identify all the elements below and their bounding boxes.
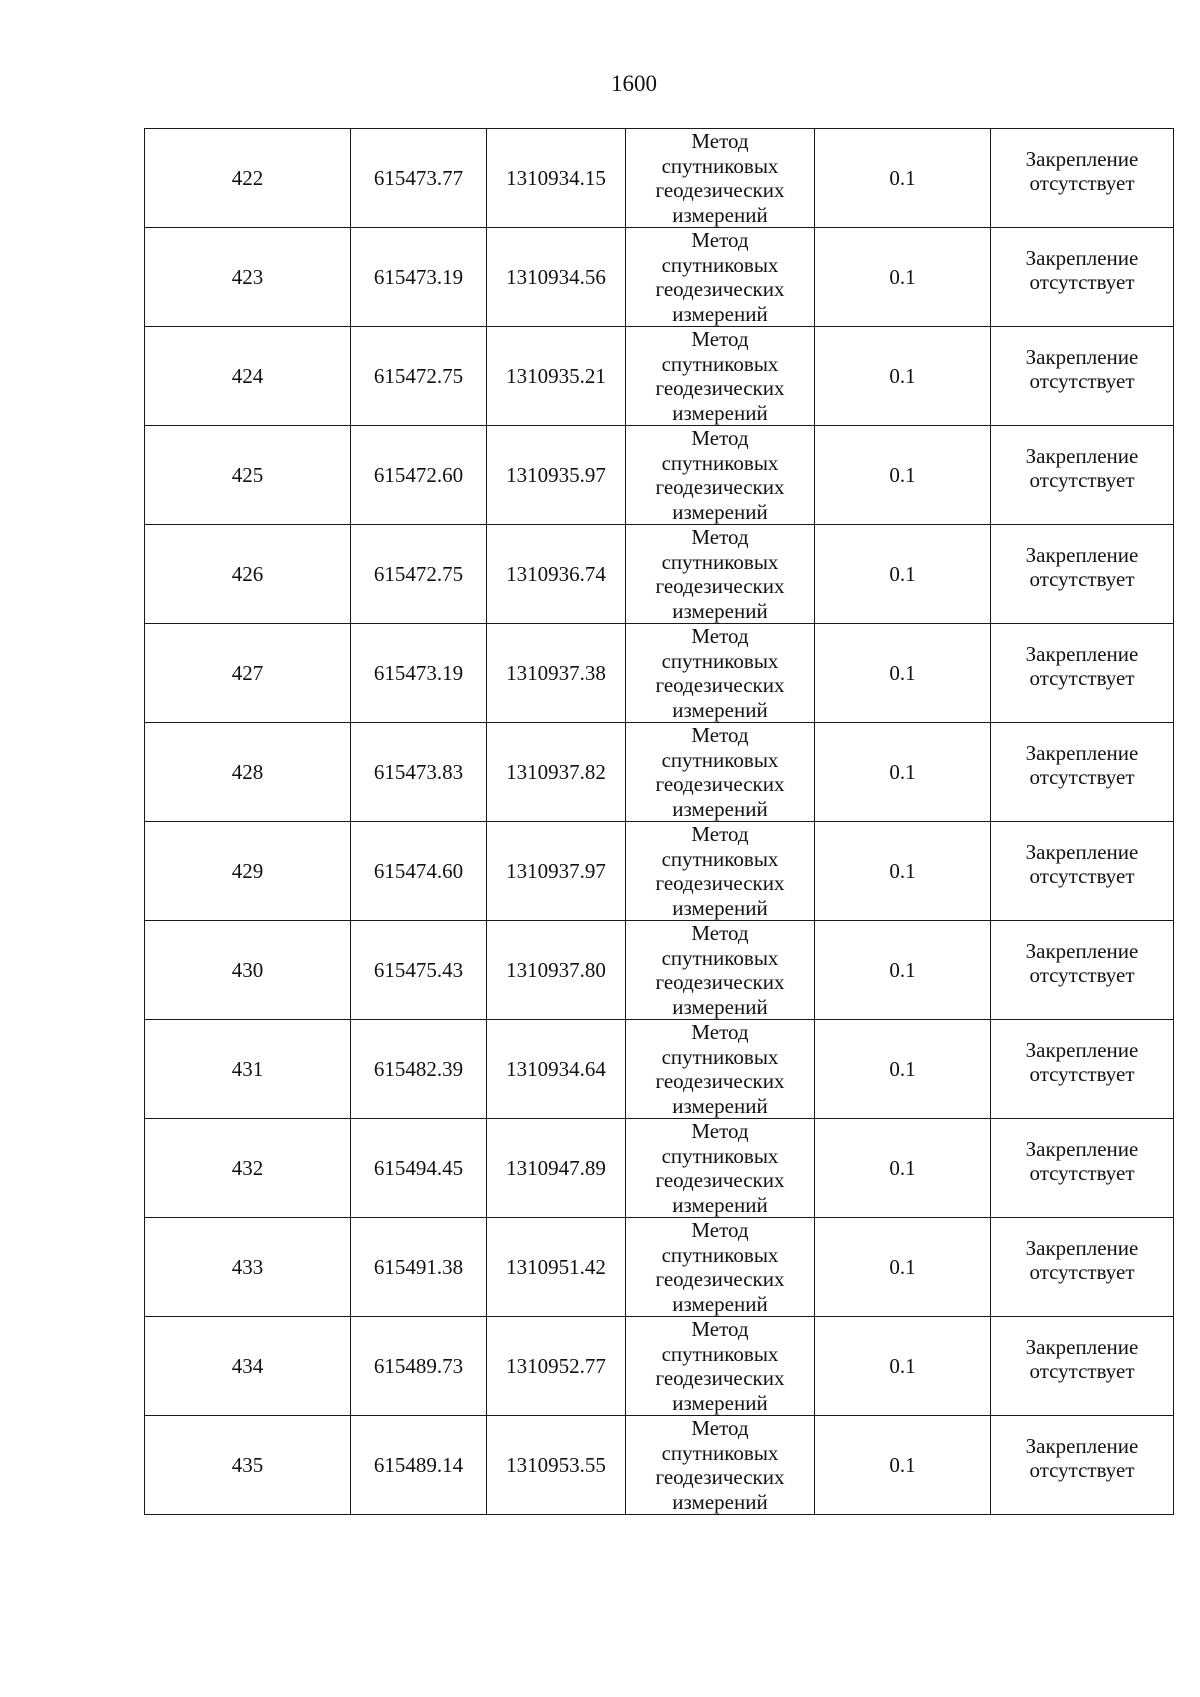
x-coordinate-cell: 615475.43	[351, 921, 487, 1020]
y-coordinate-cell: 1310934.56	[487, 228, 626, 327]
method-cell	[626, 624, 815, 723]
y-coordinate-cell: 1310937.82	[487, 723, 626, 822]
method-text-line: геодезических	[655, 1366, 785, 1390]
fixing-text-line: отсутствует	[1029, 1062, 1135, 1086]
y-coordinate-cell: 1310947.89	[487, 1119, 626, 1218]
point-number-cell: 433	[145, 1218, 351, 1317]
y-coordinate-cell: 1310937.80	[487, 921, 626, 1020]
fixing-text-line: Закрепление	[1025, 344, 1139, 369]
method-text-line: геодезических	[655, 1267, 785, 1291]
x-coordinate-cell: 615474.60	[351, 822, 487, 921]
method-text-line: спутниковых	[661, 1242, 779, 1267]
accuracy-cell: 0.1	[815, 624, 991, 723]
method-cell	[626, 1119, 815, 1218]
method-text-line: спутниковых	[661, 747, 779, 772]
method-text-line: Метод	[691, 327, 749, 351]
table-row	[145, 129, 1174, 228]
method-text-line: Метод	[691, 624, 749, 648]
point-number-cell: 427	[145, 624, 351, 723]
accuracy-cell: 0.1	[815, 327, 991, 426]
table-row	[145, 327, 1174, 426]
fixing-text-line: Закрепление	[1025, 938, 1139, 963]
x-coordinate-cell: 615482.39	[351, 1020, 487, 1119]
y-coordinate-cell: 1310952.77	[487, 1317, 626, 1416]
fixing-text-line: отсутствует	[1029, 171, 1135, 195]
fixing-text-line: отсутствует	[1029, 1458, 1135, 1482]
fixing-text-line: отсутствует	[1029, 369, 1135, 393]
fixing-cell	[991, 1317, 1174, 1416]
fixing-cell	[991, 228, 1174, 327]
method-text-line: Метод	[691, 1119, 749, 1143]
fixing-cell	[991, 1119, 1174, 1218]
table-row	[145, 1020, 1174, 1119]
accuracy-cell: 0.1	[815, 1416, 991, 1515]
method-text-line: геодезических	[655, 376, 785, 400]
point-number-cell: 422	[145, 129, 351, 228]
fixing-cell	[991, 723, 1174, 822]
method-text-line: измерений	[672, 400, 768, 425]
point-number-cell: 425	[145, 426, 351, 525]
point-number-cell: 426	[145, 525, 351, 624]
y-coordinate-cell: 1310934.15	[487, 129, 626, 228]
table-row	[145, 921, 1174, 1020]
y-coordinate-cell: 1310936.74	[487, 525, 626, 624]
method-text-line: Метод	[691, 1020, 749, 1044]
coordinates-table	[144, 128, 1174, 1515]
y-coordinate-cell: 1310951.42	[487, 1218, 626, 1317]
fixing-text-line: отсутствует	[1029, 567, 1135, 591]
fixing-text-line: Закрепление	[1025, 1136, 1139, 1161]
point-number-cell: 435	[145, 1416, 351, 1515]
method-text-line: Метод	[691, 1416, 749, 1440]
method-text-line: геодезических	[655, 970, 785, 994]
method-text-line: Метод	[691, 921, 749, 945]
x-coordinate-cell: 615472.75	[351, 327, 487, 426]
method-text-line: измерений	[672, 598, 768, 623]
method-text-line: измерений	[672, 1093, 768, 1118]
fixing-cell	[991, 426, 1174, 525]
x-coordinate-cell: 615491.38	[351, 1218, 487, 1317]
method-cell	[626, 723, 815, 822]
y-coordinate-cell: 1310937.97	[487, 822, 626, 921]
method-text-line: спутниковых	[661, 153, 779, 178]
method-cell	[626, 228, 815, 327]
method-text-line: геодезических	[655, 475, 785, 499]
method-text-line: спутниковых	[661, 1440, 779, 1465]
fixing-text-line: Закрепление	[1025, 1334, 1139, 1359]
method-text-line: Метод	[691, 129, 749, 153]
x-coordinate-cell: 615489.14	[351, 1416, 487, 1515]
fixing-text-line: Закрепление	[1025, 1037, 1139, 1062]
table-row	[145, 426, 1174, 525]
fixing-cell	[991, 822, 1174, 921]
method-text-line: спутниковых	[661, 1341, 779, 1366]
method-text-line: измерений	[672, 697, 768, 722]
accuracy-cell: 0.1	[815, 1020, 991, 1119]
method-cell	[626, 426, 815, 525]
method-text-line: измерений	[672, 1291, 768, 1316]
method-text-line: геодезических	[655, 178, 785, 202]
method-text-line: геодезических	[655, 277, 785, 301]
fixing-text-line: Закрепление	[1025, 146, 1139, 171]
method-text-line: геодезических	[655, 1069, 785, 1093]
fixing-text-line: отсутствует	[1029, 1260, 1135, 1284]
fixing-text-line: отсутствует	[1029, 1359, 1135, 1383]
method-text-line: спутниковых	[661, 1044, 779, 1069]
accuracy-cell: 0.1	[815, 228, 991, 327]
accuracy-cell: 0.1	[815, 525, 991, 624]
method-cell	[626, 921, 815, 1020]
method-text-line: измерений	[672, 796, 768, 821]
x-coordinate-cell: 615494.45	[351, 1119, 487, 1218]
method-text-line: спутниковых	[661, 252, 779, 277]
fixing-text-line: отсутствует	[1029, 765, 1135, 789]
method-text-line: измерений	[672, 301, 768, 326]
fixing-text-line: Закрепление	[1025, 641, 1139, 666]
method-text-line: измерений	[672, 895, 768, 920]
method-text-line: геодезических	[655, 1465, 785, 1489]
method-text-line: Метод	[691, 1317, 749, 1341]
x-coordinate-cell: 615473.19	[351, 228, 487, 327]
fixing-cell	[991, 624, 1174, 723]
method-cell	[626, 525, 815, 624]
method-cell	[626, 1416, 815, 1515]
method-text-line: Метод	[691, 1218, 749, 1242]
method-text-line: Метод	[691, 426, 749, 450]
fixing-cell	[991, 327, 1174, 426]
method-text-line: спутниковых	[661, 450, 779, 475]
accuracy-cell: 0.1	[815, 129, 991, 228]
method-text-line: спутниковых	[661, 1143, 779, 1168]
method-cell	[626, 1317, 815, 1416]
point-number-cell: 432	[145, 1119, 351, 1218]
fixing-text-line: Закрепление	[1025, 1235, 1139, 1260]
method-text-line: спутниковых	[661, 846, 779, 871]
x-coordinate-cell: 615473.77	[351, 129, 487, 228]
method-text-line: Метод	[691, 822, 749, 846]
accuracy-cell: 0.1	[815, 426, 991, 525]
x-coordinate-cell: 615473.83	[351, 723, 487, 822]
accuracy-cell: 0.1	[815, 1317, 991, 1416]
table-row	[145, 228, 1174, 327]
table-row	[145, 525, 1174, 624]
fixing-text-line: отсутствует	[1029, 666, 1135, 690]
method-cell	[626, 1218, 815, 1317]
table-row	[145, 1218, 1174, 1317]
method-cell	[626, 129, 815, 228]
table-row	[145, 1119, 1174, 1218]
method-text-line: измерений	[672, 1489, 768, 1514]
fixing-cell	[991, 921, 1174, 1020]
method-text-line: измерений	[672, 499, 768, 524]
fixing-cell	[991, 1416, 1174, 1515]
fixing-cell	[991, 1020, 1174, 1119]
x-coordinate-cell: 615473.19	[351, 624, 487, 723]
fixing-text-line: отсутствует	[1029, 1161, 1135, 1185]
table-row	[145, 1416, 1174, 1515]
table-row	[145, 624, 1174, 723]
x-coordinate-cell: 615472.60	[351, 426, 487, 525]
fixing-text-line: Закрепление	[1025, 542, 1139, 567]
fixing-text-line: Закрепление	[1025, 443, 1139, 468]
method-text-line: измерений	[672, 1390, 768, 1415]
fixing-cell	[991, 1218, 1174, 1317]
fixing-text-line: отсутствует	[1029, 270, 1135, 294]
method-text-line: спутниковых	[661, 549, 779, 574]
method-cell	[626, 1020, 815, 1119]
accuracy-cell: 0.1	[815, 1218, 991, 1317]
method-text-line: измерений	[672, 994, 768, 1019]
fixing-text-line: отсутствует	[1029, 468, 1135, 492]
method-text-line: спутниковых	[661, 351, 779, 376]
method-cell	[626, 327, 815, 426]
fixing-text-line: отсутствует	[1029, 963, 1135, 987]
table-row	[145, 1317, 1174, 1416]
fixing-text-line: отсутствует	[1029, 864, 1135, 888]
fixing-cell	[991, 129, 1174, 228]
method-text-line: Метод	[691, 525, 749, 549]
accuracy-cell: 0.1	[815, 921, 991, 1020]
y-coordinate-cell: 1310937.38	[487, 624, 626, 723]
point-number-cell: 423	[145, 228, 351, 327]
method-text-line: геодезических	[655, 871, 785, 895]
table-body	[145, 129, 1174, 1515]
x-coordinate-cell: 615489.73	[351, 1317, 487, 1416]
fixing-text-line: Закрепление	[1025, 1433, 1139, 1458]
method-text-line: геодезических	[655, 673, 785, 697]
table-row	[145, 822, 1174, 921]
x-coordinate-cell: 615472.75	[351, 525, 487, 624]
y-coordinate-cell: 1310935.21	[487, 327, 626, 426]
fixing-text-line: Закрепление	[1025, 839, 1139, 864]
method-text-line: Метод	[691, 723, 749, 747]
method-text-line: геодезических	[655, 1168, 785, 1192]
fixing-text-line: Закрепление	[1025, 245, 1139, 270]
point-number-cell: 429	[145, 822, 351, 921]
accuracy-cell: 0.1	[815, 1119, 991, 1218]
fixing-cell	[991, 525, 1174, 624]
point-number-cell: 430	[145, 921, 351, 1020]
method-text-line: геодезических	[655, 772, 785, 796]
table-row	[145, 723, 1174, 822]
y-coordinate-cell: 1310935.97	[487, 426, 626, 525]
point-number-cell: 424	[145, 327, 351, 426]
method-text-line: измерений	[672, 202, 768, 227]
method-text-line: Метод	[691, 228, 749, 252]
method-text-line: спутниковых	[661, 945, 779, 970]
method-text-line: измерений	[672, 1192, 768, 1217]
y-coordinate-cell: 1310953.55	[487, 1416, 626, 1515]
y-coordinate-cell: 1310934.64	[487, 1020, 626, 1119]
point-number-cell: 428	[145, 723, 351, 822]
method-text-line: геодезических	[655, 574, 785, 598]
accuracy-cell: 0.1	[815, 723, 991, 822]
method-cell	[626, 822, 815, 921]
point-number-cell: 431	[145, 1020, 351, 1119]
fixing-text-line: Закрепление	[1025, 740, 1139, 765]
accuracy-cell: 0.1	[815, 822, 991, 921]
point-number-cell: 434	[145, 1317, 351, 1416]
method-text-line: спутниковых	[661, 648, 779, 673]
page-number: 1600	[611, 71, 657, 96]
